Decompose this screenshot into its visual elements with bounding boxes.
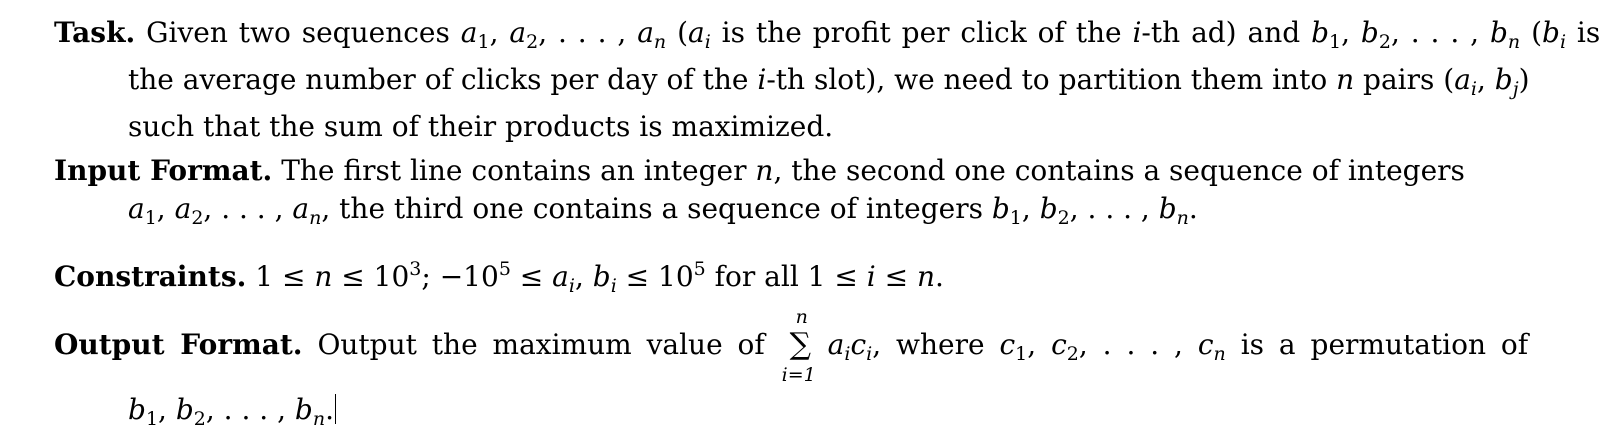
input-format-label: Input Format. <box>54 154 273 187</box>
task-paren-b: ($b_i$ is <box>1531 16 1600 53</box>
task-label: Task. <box>54 16 136 49</box>
task-line-3: such that the sum of their products is maximized. <box>128 110 834 143</box>
output-format-where: where $c_1$, $c_2$, . . . , $c_n$ is a permutation of <box>896 328 1529 365</box>
summation-expression: n ∑ i=1 <box>781 306 816 386</box>
constraints-paragraph <box>54 250 1494 305</box>
input-format-paragraph <box>54 152 1494 237</box>
task-seq-b: $b_1$, $b_2$, . . . , $b_n$ <box>1311 16 1521 53</box>
task-intro: Given two sequences <box>146 16 450 49</box>
output-format-paragraph <box>54 304 1529 430</box>
output-format-line-2: $b_1$, $b_2$, . . . , $b_n$. <box>128 393 334 430</box>
constraints-label: Constraints. <box>54 260 247 293</box>
task-paren-a: ($a_i$ is the profit per click of the i-th ad) and <box>677 16 1301 53</box>
output-format-intro: Output the maximum value of <box>317 328 765 361</box>
text-cursor <box>335 394 336 424</box>
task-seq-a: $a_1$, $a_2$, . . . , $a_n$ <box>460 16 667 53</box>
task-paragraph <box>54 14 1600 146</box>
input-format-line-1: Input Format. The first line contains an integer n, the second one contains a sequence of integers <box>54 154 1465 187</box>
task-line-1 <box>54 14 1600 61</box>
constraints-line: Constraints. $1 \le n \le 10^3$; $-10^5 \le a_i$, $b_i \le 10^5$ for all 1 ≤ i ≤ n. <box>54 258 944 297</box>
sum-term: $a_ic_i$ <box>827 328 873 365</box>
input-format-line-2: $a_1$, $a_2$, . . . , $a_n$, the third one contains a sequence of integers $b_1$, $b_2$, . . . , $b_n$. <box>128 192 1198 229</box>
output-format-line-1: Output Format. Output the maximum value of n ∑ i=1 $a_ic_i$, where $c_1$, $c_2$, . . . , $c_n$ is a permutation of <box>54 306 1529 386</box>
task-line-2: the average number of clicks per day of the i-th slot), we need to partition them into n pairs ($a_i$, $b_j$) <box>128 63 1530 100</box>
output-format-label: Output Format. <box>54 328 303 361</box>
